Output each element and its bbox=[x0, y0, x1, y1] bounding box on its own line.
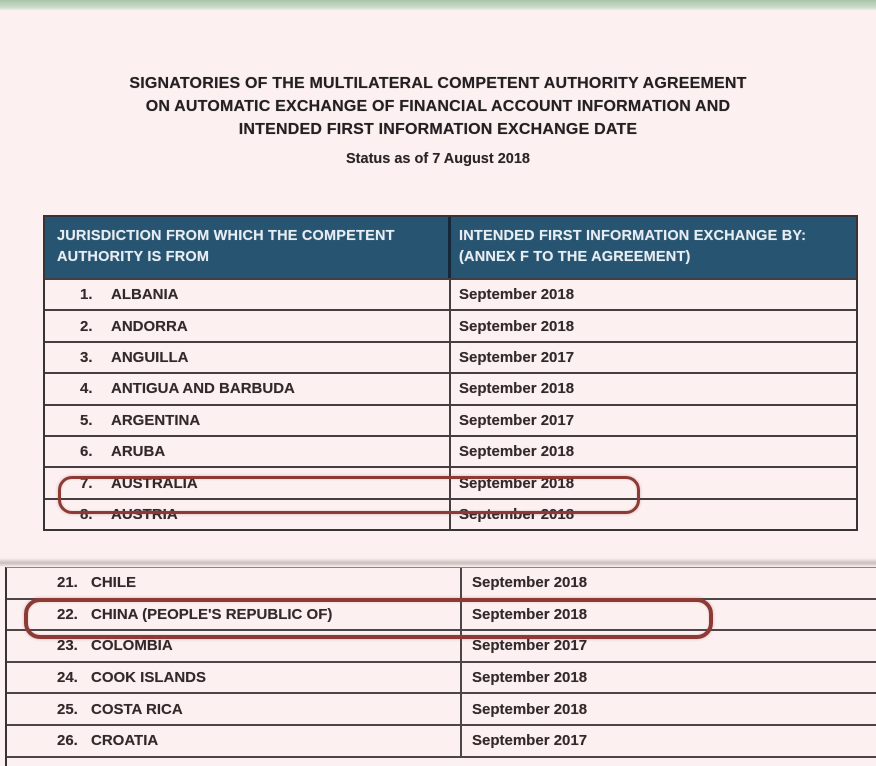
document-title bbox=[0, 72, 876, 141]
jurisdiction-cell bbox=[7, 694, 462, 724]
jurisdiction-name: ARGENTINA bbox=[111, 411, 201, 429]
jurisdiction-name: CHINA (PEOPLE'S REPUBLIC OF) bbox=[91, 605, 333, 623]
jurisdiction-name: ANGUILLA bbox=[111, 348, 189, 366]
table-row-croatia bbox=[7, 726, 876, 758]
row-number: 5. bbox=[80, 411, 93, 429]
jurisdiction-name: COOK ISLANDS bbox=[91, 669, 207, 687]
jurisdiction-cell bbox=[7, 726, 462, 756]
jurisdiction-name: AUSTRALIA bbox=[111, 474, 198, 492]
jurisdiction-cell bbox=[45, 437, 451, 466]
jurisdiction-name: ANTIGUA AND BARBUDA bbox=[111, 380, 295, 398]
row-number: 8. bbox=[80, 505, 93, 523]
jurisdiction-cell bbox=[45, 280, 451, 309]
exchange-date-cell: September 2017 bbox=[459, 411, 575, 429]
jurisdiction-cell bbox=[45, 343, 451, 372]
row-number: 26. bbox=[57, 732, 78, 750]
top-green-bar bbox=[0, 0, 876, 10]
column-header-jurisdiction bbox=[45, 217, 451, 278]
table-header-row bbox=[45, 217, 856, 278]
jurisdiction-cell bbox=[45, 406, 451, 435]
table-row-china bbox=[7, 600, 876, 632]
table-row-cook-islands bbox=[7, 663, 876, 695]
table-row-aruba bbox=[45, 435, 856, 466]
jurisdiction-name: AUSTRIA bbox=[111, 505, 178, 523]
table-row-colombia bbox=[7, 631, 876, 663]
status-line: Status as of 7 August 2018 bbox=[346, 151, 530, 167]
exchange-date-cell: September 2017 bbox=[459, 348, 575, 366]
exchange-date-cell: September 2018 bbox=[459, 317, 575, 335]
exchange-date-cell: September 2017 bbox=[472, 637, 588, 655]
table-row-andorra bbox=[45, 309, 856, 340]
jurisdiction-name: COLOMBIA bbox=[91, 637, 173, 655]
row-number: 21. bbox=[57, 574, 78, 592]
signatories-table-rows-21-26 bbox=[5, 567, 876, 766]
row-number: 22. bbox=[57, 605, 78, 623]
jurisdiction-name: CROATIA bbox=[91, 732, 159, 750]
jurisdiction-cell bbox=[7, 631, 462, 661]
jurisdiction-name: COSTA RICA bbox=[91, 700, 183, 718]
jurisdiction-cell bbox=[7, 568, 462, 598]
jurisdiction-name: ALBANIA bbox=[111, 286, 179, 304]
jurisdiction-cell bbox=[45, 374, 451, 403]
jurisdiction-cell bbox=[7, 663, 462, 693]
row-number: 4. bbox=[80, 380, 93, 398]
exchange-date-cell: September 2018 bbox=[459, 505, 575, 523]
table-row-antigua-and-barbuda bbox=[45, 372, 856, 403]
row-number: 2. bbox=[80, 317, 93, 335]
column-header-exchange-date bbox=[451, 217, 856, 278]
table-row-austria bbox=[45, 498, 856, 529]
row-number: 3. bbox=[80, 348, 93, 366]
table-row-albania bbox=[45, 278, 856, 309]
jurisdiction-name: ARUBA bbox=[111, 443, 166, 461]
exchange-date-cell: September 2018 bbox=[472, 605, 588, 623]
exchange-date-cell: September 2017 bbox=[472, 732, 588, 750]
exchange-date-cell: September 2018 bbox=[459, 443, 575, 461]
exchange-date-cell: September 2018 bbox=[459, 380, 575, 398]
title-line-1: SIGNATORIES OF THE MULTILATERAL COMPETENT AUTHORITY AGREEMENT bbox=[129, 75, 747, 92]
screenshot-seam-shadow bbox=[0, 558, 876, 567]
row-number: 24. bbox=[57, 669, 78, 687]
title-line-2: ON AUTOMATIC EXCHANGE OF FINANCIAL ACCOUNT INFORMATION AND bbox=[145, 98, 731, 115]
jurisdiction-header-line-1: JURISDICTION FROM WHICH THE COMPETENT bbox=[57, 228, 395, 244]
table-row-costa-rica bbox=[7, 694, 876, 726]
jurisdiction-cell bbox=[7, 600, 462, 630]
signatories-table-rows-1-8 bbox=[43, 215, 858, 531]
table-row-anguilla bbox=[45, 341, 856, 372]
exchange-date-cell: September 2018 bbox=[472, 669, 588, 687]
table-row-australia bbox=[45, 466, 856, 497]
row-number: 1. bbox=[80, 286, 93, 304]
exchange-header-line-2: (ANNEX F TO THE AGREEMENT) bbox=[459, 249, 691, 265]
jurisdiction-cell bbox=[45, 468, 451, 497]
title-line-3: INTENDED FIRST INFORMATION EXCHANGE DATE bbox=[238, 121, 638, 138]
exchange-date-cell: September 2018 bbox=[459, 474, 575, 492]
jurisdiction-cell bbox=[45, 500, 451, 529]
row-number: 7. bbox=[80, 474, 93, 492]
exchange-date-cell: September 2018 bbox=[459, 286, 575, 304]
exchange-header-line-1: INTENDED FIRST INFORMATION EXCHANGE BY: bbox=[459, 228, 807, 244]
table-row-argentina bbox=[45, 404, 856, 435]
exchange-date-cell: September 2018 bbox=[472, 700, 588, 718]
jurisdiction-name: ANDORRA bbox=[111, 317, 188, 335]
row-number: 6. bbox=[80, 443, 93, 461]
table-row-chile bbox=[7, 568, 876, 600]
jurisdiction-cell bbox=[45, 311, 451, 340]
row-number: 25. bbox=[57, 700, 78, 718]
jurisdiction-name: CHILE bbox=[91, 574, 136, 592]
exchange-date-cell: September 2018 bbox=[472, 574, 588, 592]
jurisdiction-header-line-2: AUTHORITY IS FROM bbox=[57, 249, 210, 265]
row-number: 23. bbox=[57, 637, 78, 655]
